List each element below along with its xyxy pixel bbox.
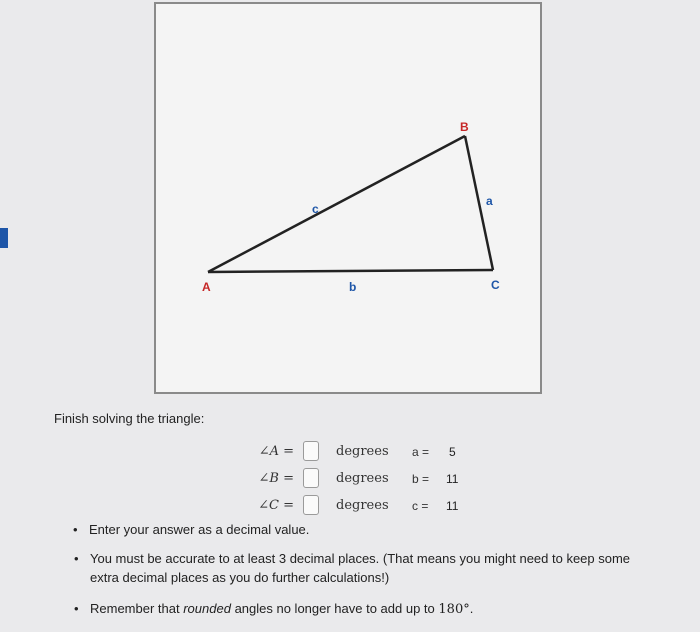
angle-a-label: ∠A =	[258, 444, 294, 459]
side-b-value: 11	[446, 472, 459, 486]
side-c-line	[208, 136, 465, 272]
side-c-label: c	[312, 202, 319, 216]
left-accent-bar	[0, 228, 8, 248]
angle-a-input[interactable]	[303, 441, 319, 461]
angle-b-input[interactable]	[303, 468, 319, 488]
bullet-rounded-value: 180°	[438, 602, 470, 617]
angle-c-unit: degrees	[336, 498, 389, 513]
bullet-decimal-text: Enter your answer as a decimal value.	[89, 522, 310, 537]
bullet-accuracy	[74, 549, 660, 587]
side-a-eq-label: a =	[412, 445, 430, 459]
side-b-label: b	[349, 280, 357, 294]
side-c-value: 11	[446, 499, 459, 513]
bullet-rounded-emphasis: rounded	[183, 601, 231, 616]
angle-b-unit: degrees	[336, 471, 389, 486]
bullet-rounded-end: .	[469, 601, 474, 616]
bullet-dot: •	[74, 551, 79, 566]
bullet-dot: •	[73, 522, 78, 537]
bullet-accuracy-text: You must be accurate to at least 3 decimal places. (That means you might need to keep some extra decimal places as you do further calculations!)	[90, 551, 631, 585]
side-b-eq-label: b =	[412, 472, 430, 486]
vertex-b-label: B	[460, 120, 469, 134]
bullet-rounded	[74, 599, 660, 619]
side-a-label: a	[486, 194, 493, 208]
angle-b-label: ∠B =	[258, 471, 294, 486]
bullet-dot: •	[74, 601, 79, 616]
side-b-line	[208, 270, 493, 272]
angle-a-unit: degrees	[336, 444, 389, 459]
instruction-text: Finish solving the triangle:	[54, 411, 205, 426]
side-c-eq-label: c =	[412, 499, 429, 513]
bullet-rounded-post: angles no longer have to add up to	[234, 601, 435, 616]
angle-c-label: ∠C =	[258, 498, 294, 513]
vertex-a-label: A	[202, 280, 211, 294]
triangle-figure	[154, 2, 542, 394]
side-a-value: 5	[449, 445, 456, 459]
vertex-c-label: C	[491, 278, 500, 292]
bullet-rounded-pre: Remember that	[90, 601, 180, 616]
triangle-diagram	[156, 4, 540, 392]
angle-c-input[interactable]	[303, 495, 319, 515]
bullet-decimal	[73, 520, 649, 539]
